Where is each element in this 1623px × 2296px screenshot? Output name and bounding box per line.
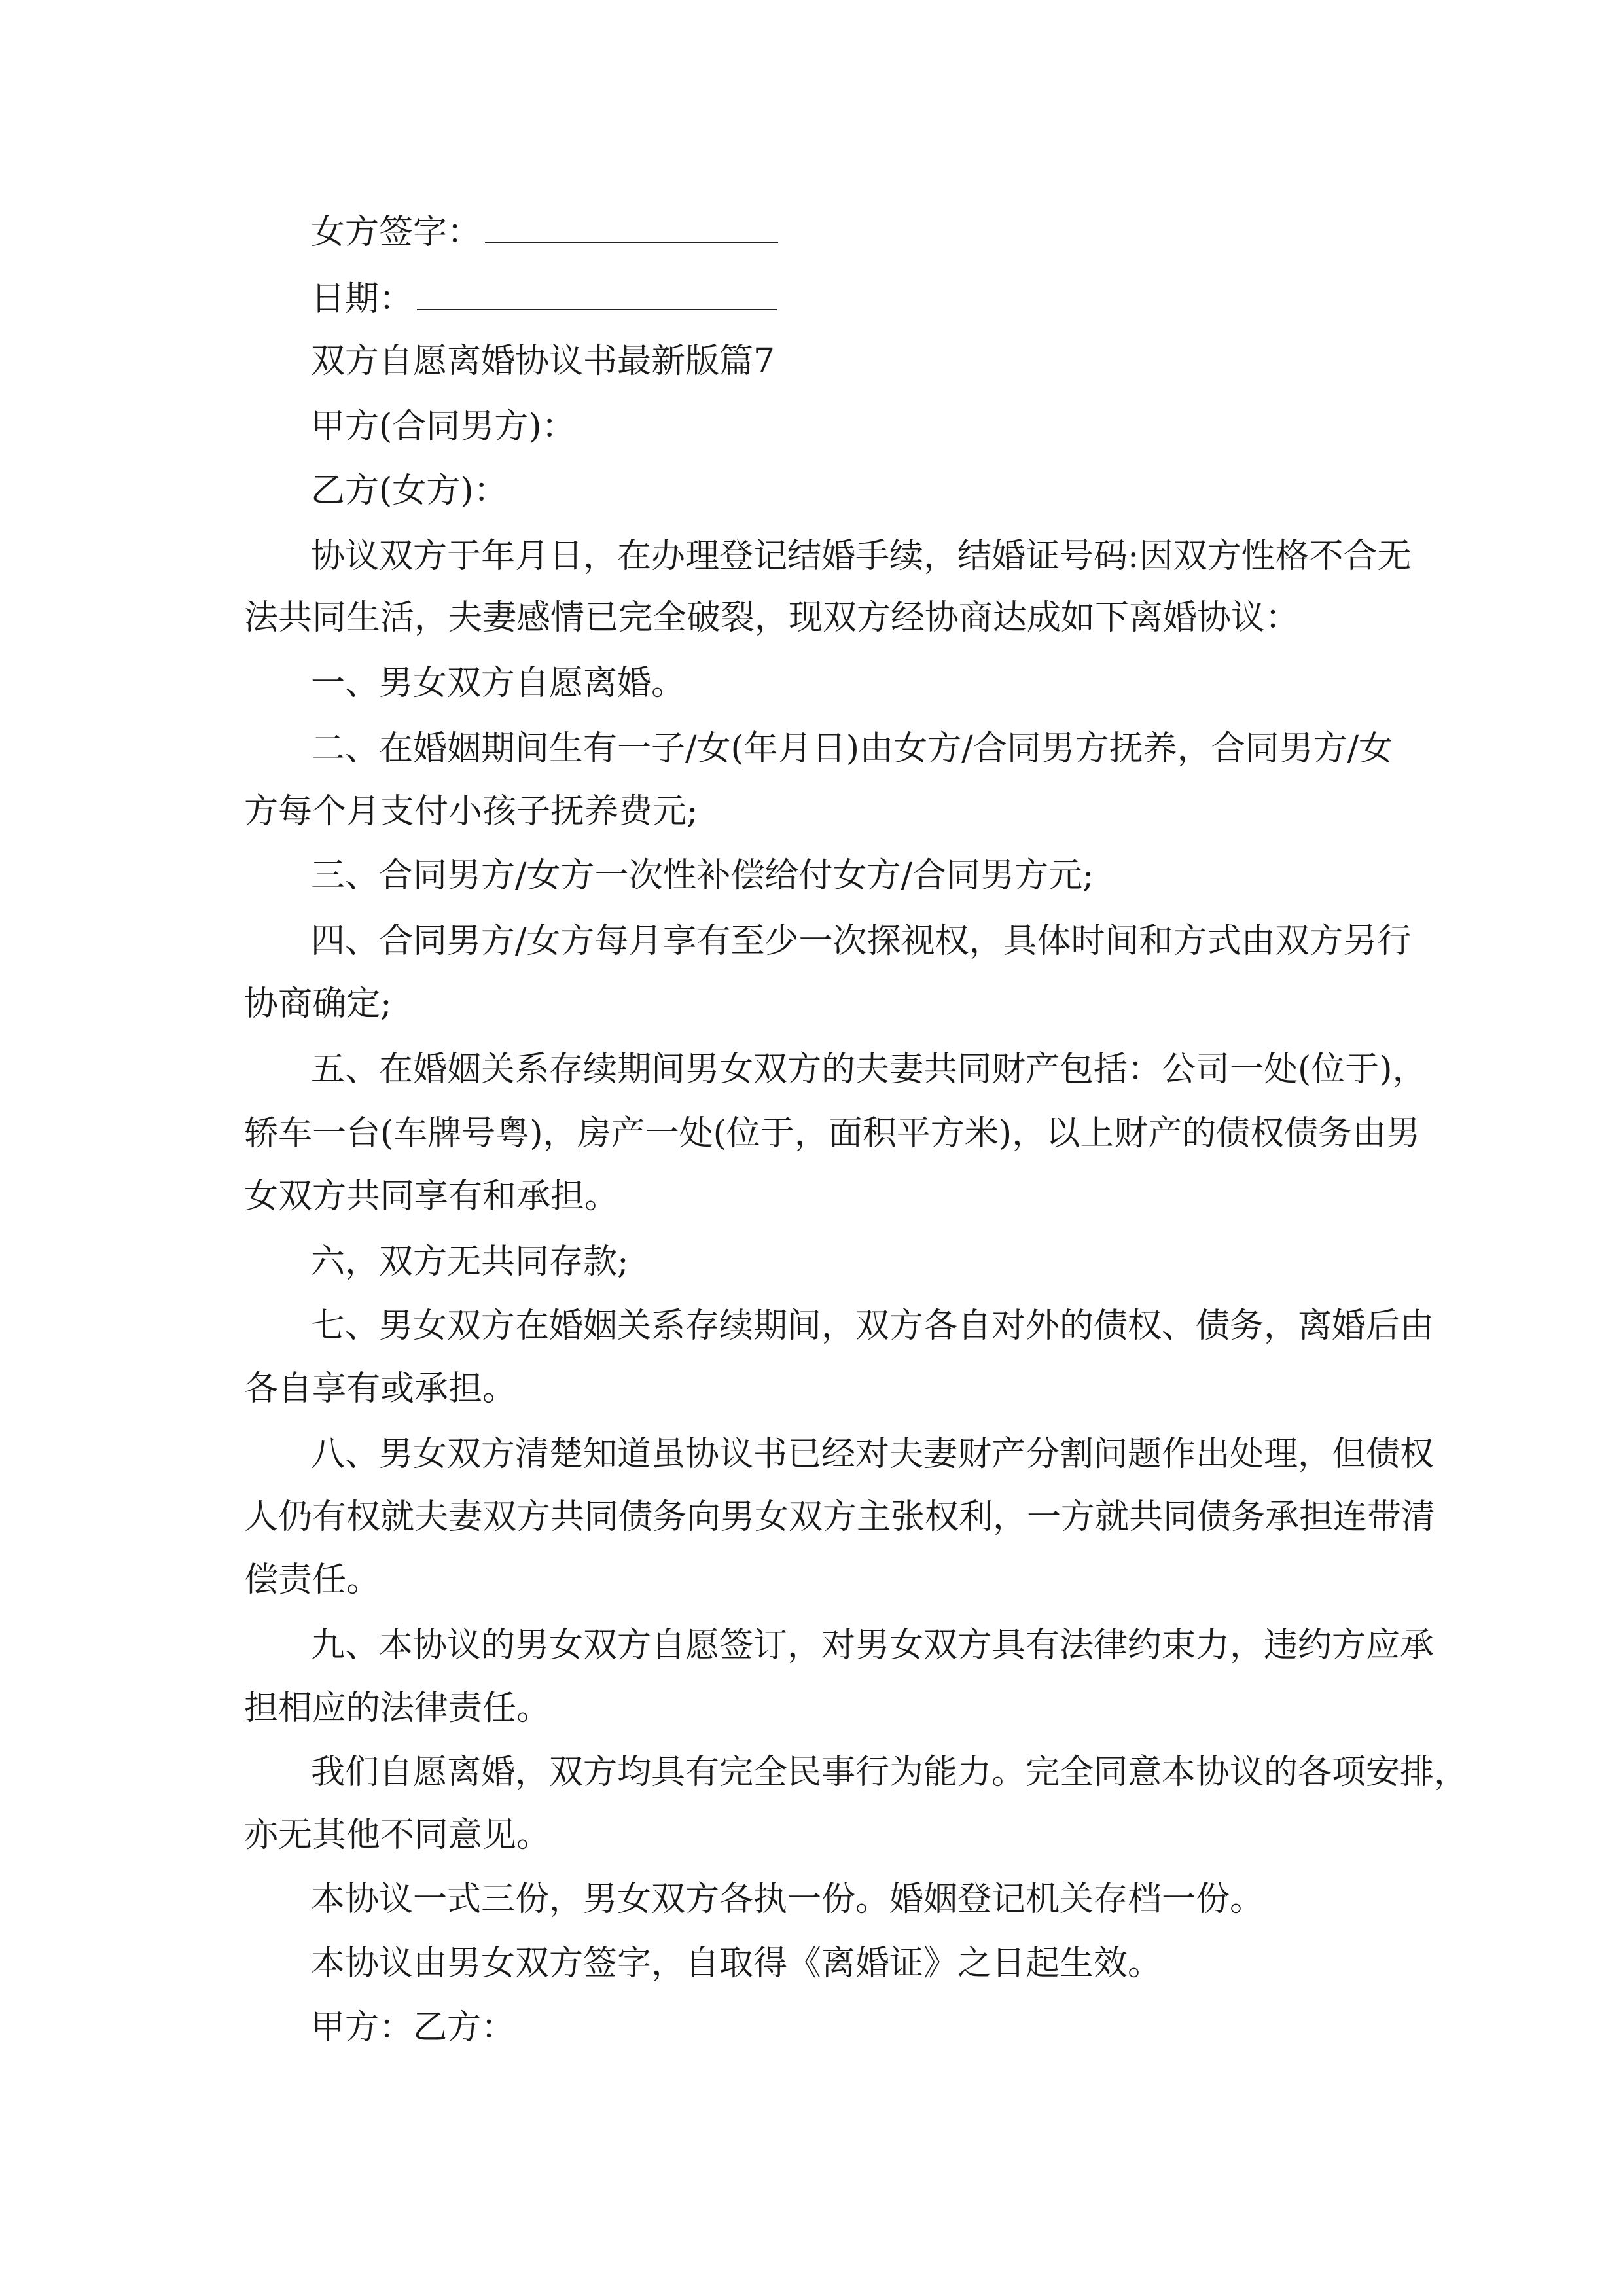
intro-line-1: 协议双方于年月日，在办理登记结婚手续，结婚证号码:因双方性格不合无 bbox=[311, 537, 1412, 576]
female-signature-label: 女方签字： bbox=[311, 213, 482, 252]
closing-paragraph-3: 本协议由男女双方签字，自取得《离婚证》之日起生效。 bbox=[311, 1944, 1162, 1983]
intro-line-2: 法共同生活，夫妻感情已完全破裂，现双方经协商达成如下离婚协议： bbox=[244, 598, 1300, 637]
clause-6: 六，双方无共同存款; bbox=[311, 1242, 629, 1282]
clause-5-line-3: 女双方共同享有和承担。 bbox=[244, 1177, 619, 1216]
clause-7-line-2: 各自享有或承担。 bbox=[244, 1369, 517, 1408]
clause-8-line-1: 八、男女双方清楚知道虽协议书已经对夫妻财产分割问题作出处理，但债权 bbox=[311, 1435, 1435, 1474]
clause-2-line-2: 方每个月支付小孩子抚养费元; bbox=[244, 792, 698, 831]
date-row bbox=[311, 275, 777, 320]
clause-8-line-2: 人仍有权就夫妻双方共同债务向男女双方主张权利，一方就共同债务承担连带清 bbox=[244, 1498, 1436, 1537]
party-a-label: 甲方(合同男方)： bbox=[311, 407, 576, 446]
date-label: 日期： bbox=[311, 279, 414, 319]
section-title: 双方自愿离婚协议书最新版篇7 bbox=[311, 342, 776, 381]
clause-4-line-2: 协商确定; bbox=[244, 984, 392, 1024]
clause-5-line-1: 五、在婚姻关系存续期间男女双方的夫妻共同财产包括：公司一处(位于)， bbox=[311, 1050, 1427, 1089]
clause-2-line-1: 二、在婚姻期间生有一子/女(年月日)由女方/合同男方抚养，合同男方/女 bbox=[311, 729, 1393, 768]
female-signature-row bbox=[311, 208, 778, 253]
closing-paragraph-2: 本协议一式三份，男女双方各执一份。婚姻登记机关存档一份。 bbox=[311, 1880, 1264, 1919]
clause-1: 一、男女双方自愿离婚。 bbox=[311, 664, 686, 703]
date-line bbox=[417, 275, 777, 310]
clause-4-line-1: 四、合同男方/女方每月享有至少一次探视权，具体时间和方式由双方另行 bbox=[311, 922, 1412, 961]
party-b-label: 乙方(女方)： bbox=[311, 471, 508, 511]
clause-3: 三、合同男方/女方一次性补偿给付女方/合同男方元; bbox=[311, 856, 1094, 895]
closing-paragraph-1-line-1: 我们自愿离婚，双方均具有完全民事行为能力。完全同意本协议的各项安排， bbox=[311, 1753, 1469, 1792]
clause-8-line-3: 偿责任。 bbox=[244, 1560, 381, 1600]
clause-9-line-1: 九、本协议的男女双方自愿签订，对男女双方具有法律约束力，违约方应承 bbox=[311, 1626, 1435, 1665]
closing-parties: 甲方：乙方： bbox=[311, 2008, 516, 2047]
closing-paragraph-1-line-2: 亦无其他不同意见。 bbox=[244, 1816, 551, 1855]
clause-9-line-2: 担相应的法律责任。 bbox=[244, 1689, 551, 1728]
clause-5-line-2: 轿车一台(车牌号粤)，房产一处(位于，面积平方米)，以上财产的债权债务由男 bbox=[244, 1114, 1421, 1153]
clause-7-line-1: 七、男女双方在婚姻关系存续期间，双方各自对外的债权、债务，离婚后由 bbox=[311, 1306, 1435, 1346]
female-signature-line bbox=[485, 208, 778, 243]
